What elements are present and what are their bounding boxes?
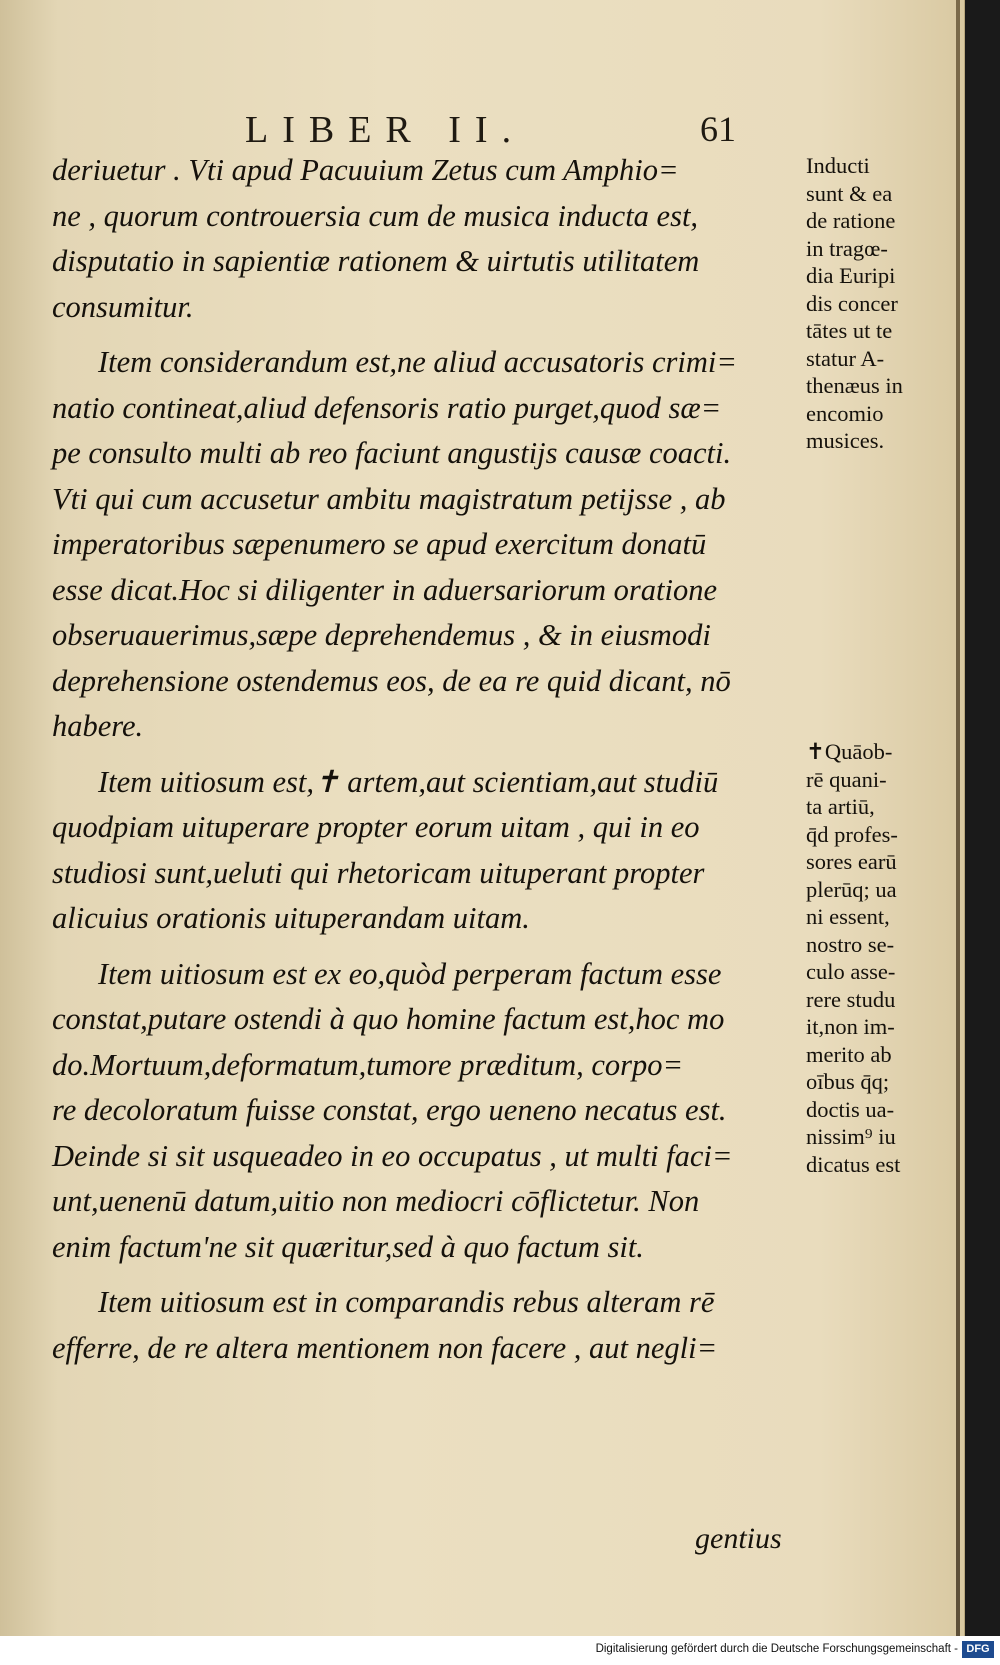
text-line: Item uitiosum est in comparandis rebus alteram rē: [98, 1285, 715, 1319]
text-line: Item considerandum est,ne aliud accusatoris crimi=: [98, 345, 737, 379]
text-line: enim factum'ne sit quæritur,sed à quo factum sit.: [52, 1229, 644, 1264]
margin-note: [806, 738, 956, 1178]
text-line: deriuetur . Vti apud Pacuuium Zetus cum Amphio=: [52, 153, 679, 187]
text-line: efferre, de re altera mentionem non facere , aut negli=: [52, 1330, 718, 1365]
margin-note-line: dis concer: [806, 290, 898, 316]
margin-note-line: doctis ua-: [806, 1096, 895, 1122]
text-line: consumitur.: [52, 289, 194, 324]
margin-note-line: nissim⁹ iu: [806, 1124, 896, 1149]
text-line: natio contineat,aliud defensoris ratio purget,quod sæ=: [52, 390, 722, 425]
margin-note: [806, 152, 956, 455]
margin-note-line: ✝Quāob-: [806, 739, 893, 764]
margin-note-line: nostro se-: [806, 931, 895, 957]
text-line: pe consulto multi ab reo faciunt angustijs causæ coacti.: [52, 436, 732, 470]
margin-note-line: dicatus est: [806, 1151, 901, 1177]
text-line: re decoloratum fuisse constat, ergo ueneno necatus est.: [52, 1093, 727, 1127]
margin-note-line: musices.: [806, 428, 885, 453]
body-text: [52, 148, 797, 1371]
page-number: 61: [700, 109, 736, 149]
catchword: gentius: [695, 1522, 782, 1555]
text-line: Deinde si sit usqueadeo in eo occupatus , ut multi faci=: [52, 1138, 733, 1173]
margin-note-line: rē quani-: [806, 766, 887, 792]
text-line: unt,uenenū datum,uitio non mediocri cōflictetur. Non: [52, 1184, 700, 1218]
margin-note-line: de ratione: [806, 208, 896, 233]
margin-note-line: it,non im-: [806, 1014, 895, 1039]
funding-credit: Digitalisierung gefördert durch die Deutsche Forschungsgemeinschaft -: [595, 1643, 958, 1655]
text-line: imperatoribus sæpenumero se apud exercitum donatū: [52, 527, 707, 561]
margin-note-line: ta artiū,: [806, 794, 875, 819]
running-head: LIBER II.: [245, 109, 526, 151]
text-line: deprehensione ostendemus eos, de ea re quid dicant, nō: [52, 663, 731, 698]
margin-note-line: oībus q̄q;: [806, 1069, 890, 1094]
margin-note-line: tātes ut te: [806, 318, 893, 343]
text-line: do.Mortuum,deformatum,tumore præditum, corpo=: [52, 1047, 684, 1082]
text-line: quodpiam uituperare propter eorum uitam , qui in eo: [52, 810, 700, 844]
text-line: ne , quorum controuersia cum de musica inducta est,: [52, 198, 699, 233]
footer-bar: [0, 1636, 1000, 1665]
text-line: constat,putare ostendi à quo homine factum est,hoc mo: [52, 1002, 725, 1036]
margin-note-line: culo asse-: [806, 959, 896, 984]
margin-note-line: rere studu: [806, 986, 896, 1012]
margin-note-line: plerūq; ua: [806, 876, 897, 902]
page-edge: [956, 0, 960, 1636]
margin-note-line: encomio: [806, 400, 884, 426]
margin-note-line: sores earū: [806, 849, 897, 874]
margin-note-line: q̄d profes-: [806, 821, 898, 847]
margin-note-line: in tragœ-: [806, 235, 888, 261]
text-line: obseruauerimus,sæpe deprehendemus , & in eiusmodi: [52, 618, 711, 652]
text-line: Vti qui cum accusetur ambitu magistratum petijsse , ab: [52, 481, 726, 516]
text-line: alicuius orationis uituperandam uitam.: [52, 901, 530, 935]
margin-note-line: statur A-: [806, 345, 885, 371]
margin-note-line: thenæus in: [806, 373, 903, 398]
text-line: studiosi sunt,ueluti qui rhetoricam uituperant propter: [52, 855, 705, 890]
margin-note-line: Inducti: [806, 153, 870, 178]
margin-note-line: merito ab: [806, 1041, 892, 1067]
text-line: Item uitiosum est ex eo,quòd perperam factum esse: [98, 956, 722, 991]
text-line: Item uitiosum est,✝ artem,aut scientiam,aut studiū: [98, 764, 719, 799]
dfg-logo: DFG: [962, 1641, 994, 1658]
text-line: disputatio in sapientiæ rationem & uirtutis utilitatem: [52, 244, 700, 278]
text-line: habere.: [52, 709, 144, 743]
margin-note-line: dia Euripi: [806, 263, 896, 288]
text-line: esse dicat.Hoc si diligenter in aduersariorum oratione: [52, 572, 718, 607]
margin-note-line: ni essent,: [806, 904, 890, 929]
margin-note-line: sunt & ea: [806, 180, 893, 206]
